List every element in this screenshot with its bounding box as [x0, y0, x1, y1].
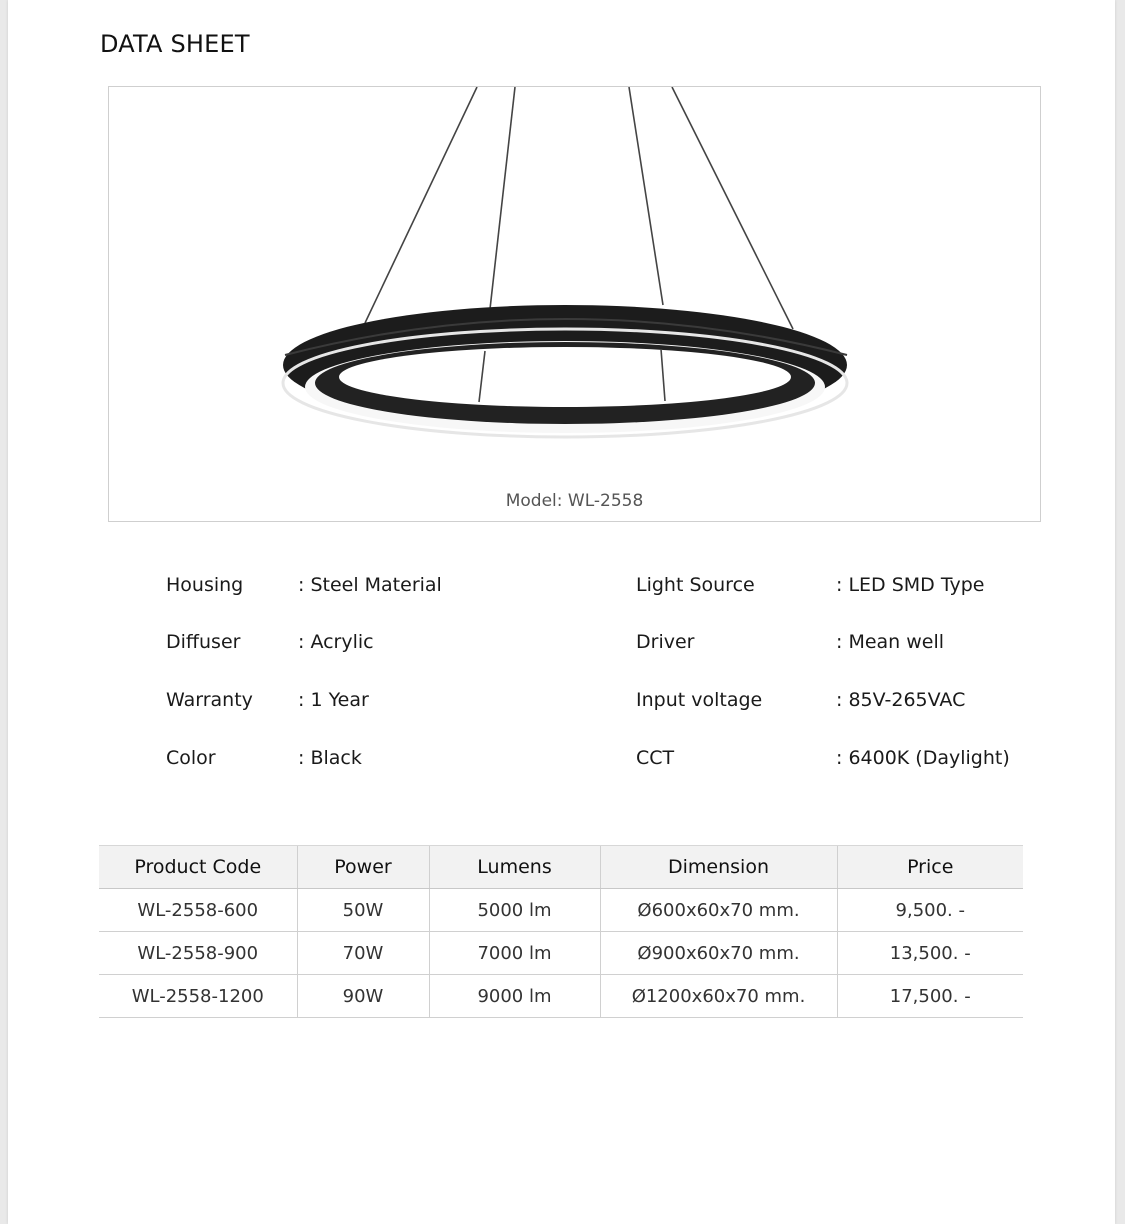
spec-label: Warranty	[166, 689, 253, 711]
cell-power: 70W	[297, 932, 429, 975]
spec-value: : Acrylic	[298, 631, 374, 653]
spec-label: Diffuser	[166, 631, 241, 653]
cell-dimension: Ø600x60x70 mm.	[600, 889, 837, 932]
cell-product-code: WL-2558-1200	[99, 975, 297, 1018]
column-header-lumens: Lumens	[429, 846, 600, 889]
model-caption: Model: WL-2558	[505, 491, 644, 511]
table-row	[99, 975, 1023, 1018]
page-title: DATA SHEET	[100, 30, 250, 58]
data-sheet-page	[8, 0, 1115, 1224]
column-header-product-code: Product Code	[99, 846, 297, 889]
ring-center-opening	[339, 347, 791, 407]
cell-product-code: WL-2558-900	[99, 932, 297, 975]
spec-label: Driver	[636, 631, 695, 653]
cell-product-code: WL-2558-600	[99, 889, 297, 932]
product-image-frame	[108, 86, 1041, 522]
column-header-dimension: Dimension	[600, 846, 837, 889]
ring-pendant-lamp-image	[109, 87, 1042, 523]
cell-dimension: Ø1200x60x70 mm.	[600, 975, 837, 1018]
spec-label: Color	[166, 747, 216, 769]
spec-label: Input voltage	[636, 689, 763, 711]
cell-price: 13,500. -	[837, 932, 1023, 975]
spec-value: : Steel Material	[298, 574, 442, 596]
table-row	[99, 889, 1023, 932]
cell-lumens: 9000 lm	[429, 975, 600, 1018]
cell-price: 17,500. -	[837, 975, 1023, 1018]
cell-power: 50W	[297, 889, 429, 932]
cell-power: 90W	[297, 975, 429, 1018]
spec-label: Housing	[166, 574, 244, 596]
cell-dimension: Ø900x60x70 mm.	[600, 932, 837, 975]
spec-label: CCT	[636, 747, 675, 769]
table-header-row	[99, 846, 1023, 889]
spec-value: : 85V-265VAC	[836, 689, 966, 711]
spec-value: : 6400K (Daylight)	[836, 747, 1010, 769]
cell-lumens: 5000 lm	[429, 889, 600, 932]
column-header-power: Power	[297, 846, 429, 889]
spec-label: Light Source	[636, 574, 755, 596]
spec-value: : LED SMD Type	[836, 574, 985, 596]
column-header-price: Price	[837, 846, 1023, 889]
table-row	[99, 932, 1023, 975]
spec-value: : Mean well	[836, 631, 945, 653]
cell-price: 9,500. -	[837, 889, 1023, 932]
spec-value: : Black	[298, 747, 362, 769]
product-table	[99, 845, 1023, 1018]
cell-lumens: 7000 lm	[429, 932, 600, 975]
spec-value: : 1 Year	[298, 689, 369, 711]
